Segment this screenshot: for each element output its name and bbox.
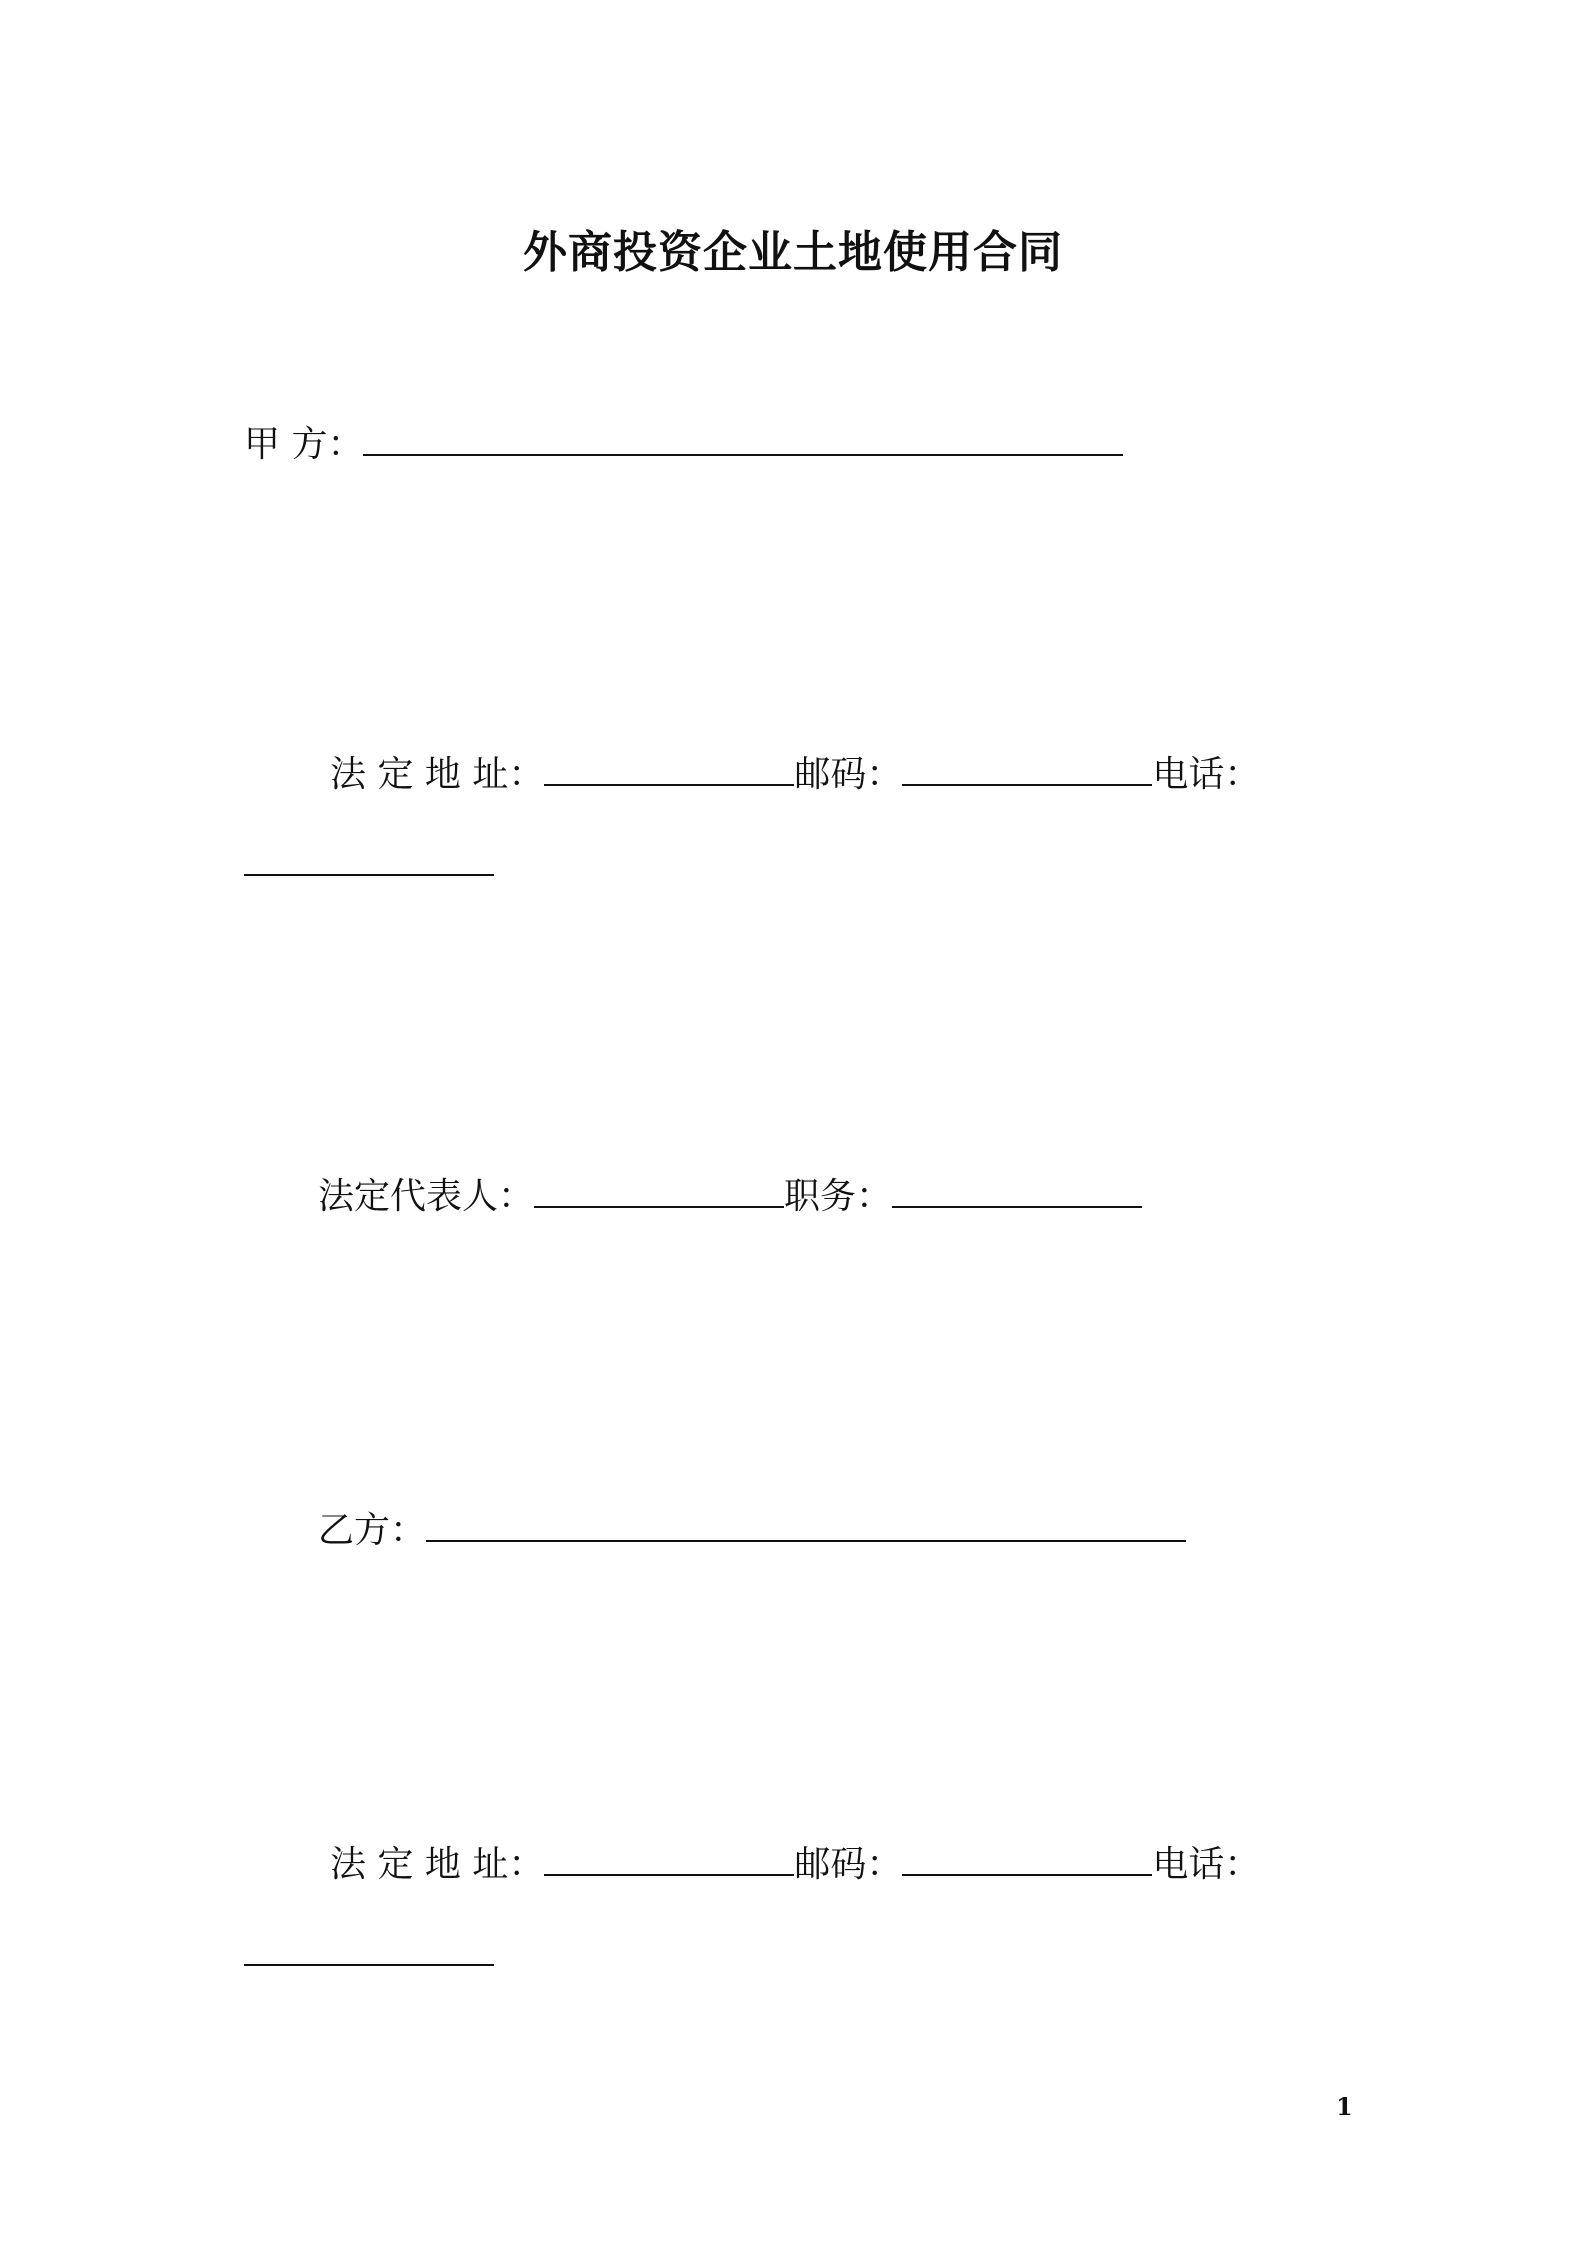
party-a-phone-label: 电话： bbox=[1152, 754, 1261, 795]
party-a-representative-blank[interactable] bbox=[534, 1172, 784, 1208]
party-a-line bbox=[244, 420, 1123, 469]
party-b-address-label: 法 定 地 址： bbox=[330, 1844, 545, 1885]
party-a-phone-blank[interactable] bbox=[244, 840, 494, 876]
party-a-phone-line bbox=[244, 840, 494, 889]
party-b-phone-blank[interactable] bbox=[244, 1930, 494, 1966]
party-a-address-line bbox=[330, 750, 1260, 799]
party-a-label: 甲 方： bbox=[244, 424, 364, 465]
party-b-label: 乙方： bbox=[318, 1510, 427, 1551]
party-b-phone-line bbox=[244, 1930, 494, 1979]
party-a-position-label: 职务： bbox=[784, 1176, 893, 1217]
page-number: 1 bbox=[1336, 2092, 1353, 2121]
party-a-position-blank[interactable] bbox=[892, 1172, 1142, 1208]
party-a-address-label: 法 定 地 址： bbox=[330, 754, 545, 795]
party-a-representative-line bbox=[318, 1172, 1142, 1221]
party-b-blank[interactable] bbox=[426, 1506, 1186, 1542]
document-title: 外商投资企业土地使用合同 bbox=[523, 227, 1063, 278]
party-a-address-blank[interactable] bbox=[544, 750, 794, 786]
party-a-postcode-label: 邮码： bbox=[794, 754, 903, 795]
party-b-phone-label: 电话： bbox=[1152, 1844, 1261, 1885]
party-b-address-blank[interactable] bbox=[544, 1840, 794, 1876]
party-b-postcode-label: 邮码： bbox=[794, 1844, 903, 1885]
party-a-blank[interactable] bbox=[363, 420, 1123, 456]
party-a-representative-label: 法定代表人： bbox=[318, 1176, 535, 1217]
party-a-postcode-blank[interactable] bbox=[902, 750, 1152, 786]
party-b-postcode-blank[interactable] bbox=[902, 1840, 1152, 1876]
party-b-line bbox=[318, 1506, 1186, 1555]
party-b-address-line bbox=[330, 1840, 1260, 1889]
